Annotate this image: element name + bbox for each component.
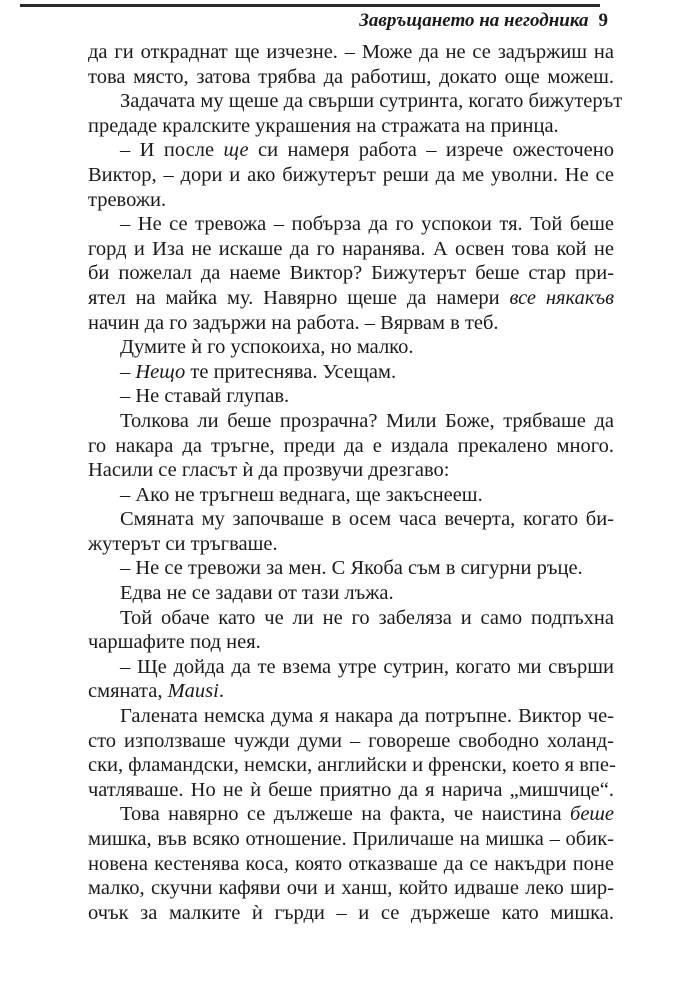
text-line xyxy=(88,581,614,606)
text-line xyxy=(88,163,614,188)
italic-text: Нещо xyxy=(135,360,186,383)
text-run: сто използваше чужди думи – говореше свободно холанд- xyxy=(88,729,614,752)
text-run: новена кестенява коса, която отказваше да се накъдри поне xyxy=(88,852,614,875)
text-line xyxy=(88,409,614,434)
text-run: Виктор, – дори и ако бижутерът реши да ме уволни. Не се xyxy=(88,163,614,186)
text-line xyxy=(88,507,614,532)
running-head xyxy=(359,10,608,32)
text-line xyxy=(88,335,614,360)
text-run: предаде кралските украшения на стражата на принца. xyxy=(88,114,559,137)
text-line xyxy=(88,261,614,286)
text-line xyxy=(88,65,614,90)
text-run: очък за малките ѝ гърди – и се държеше като мишка. xyxy=(88,901,614,924)
page-number: 9 xyxy=(598,10,608,31)
text-line xyxy=(88,753,614,778)
text-run: Това навярно се дължеше на факта, че наистина xyxy=(120,803,571,826)
text-line xyxy=(88,679,614,704)
text-line xyxy=(88,89,623,114)
text-line xyxy=(88,630,614,655)
text-run: – Ако не тръгнеш веднага, ще закъснееш. xyxy=(120,483,483,506)
text-line xyxy=(88,188,614,213)
text-line xyxy=(88,286,614,311)
text-run: си намеря работа – изрече ожесточено xyxy=(248,139,615,162)
text-run: би пожелал да наеме Виктор? Бижутерът беше стар при- xyxy=(88,262,614,285)
text-run: Думите ѝ го успокоиха, но малко. xyxy=(120,336,414,359)
italic-text: ще xyxy=(223,139,249,162)
text-run: – Не се тревожи за мен. С Якоба съм в сигурни ръце. xyxy=(120,557,583,580)
text-run: Толкова ли беше прозрачна? Мили Боже, трябваше да xyxy=(120,409,614,432)
text-run: – Не се тревожа – побърза да го успокои тя. Той беше xyxy=(120,213,614,236)
text-line xyxy=(88,852,614,877)
text-line xyxy=(88,827,614,852)
text-run: чатляваше. Но не ѝ беше приятно да я нарича „мишчице“. xyxy=(88,778,614,801)
header-rule xyxy=(20,4,600,7)
text-line xyxy=(88,704,614,729)
text-run: Смяната му започваше в осем часа вечерта, когато би- xyxy=(120,508,614,531)
text-run: . xyxy=(218,680,224,703)
text-run: – Ще дойда да те взема утре сутрин, когато ми свърши xyxy=(120,655,614,678)
italic-text: Mausi xyxy=(167,680,219,703)
text-line xyxy=(88,778,614,803)
italic-text: все някакъв xyxy=(509,286,615,309)
text-line xyxy=(88,532,614,557)
text-run: мишка, във всяко отношение. Приличаше на мишка – обик- xyxy=(88,828,614,850)
text-run: Той обаче като че ли не го забеляза и само подпъхна xyxy=(120,606,614,629)
text-line xyxy=(88,729,614,754)
text-line xyxy=(88,360,614,385)
text-line xyxy=(88,114,614,139)
text-line xyxy=(88,901,614,926)
text-run: ски, фламандски, немски, английски и френски, което я впе- xyxy=(88,754,616,777)
text-run: Едва не се задави от тази лъжа. xyxy=(120,582,394,605)
text-run: чаршафите под нея. xyxy=(88,631,261,654)
body-text xyxy=(88,40,623,925)
text-line xyxy=(88,40,614,65)
text-run: – Не ставай глупав. xyxy=(120,385,290,408)
text-run: Насили се гласът ѝ да прозвучи дрезгаво: xyxy=(88,459,450,482)
text-line xyxy=(88,655,614,680)
text-run: малко, скучни кафяви очи и ханш, който идваше леко шир- xyxy=(88,877,614,900)
text-run: начин да го задържи на работа. – Вярвам в теб. xyxy=(88,311,499,334)
text-line xyxy=(88,606,614,631)
running-title: Завръщането на негодника xyxy=(359,10,589,31)
text-line xyxy=(88,434,614,459)
text-run: те притеснява. Усещам. xyxy=(185,360,397,383)
text-run: това място, затова трябва да работиш, докато още можеш. xyxy=(88,65,614,88)
text-line xyxy=(88,212,614,237)
text-run: да ги откраднат ще изчезне. – Може да не се задържиш на xyxy=(88,41,614,63)
text-line xyxy=(88,483,614,508)
text-run: Галената немска дума я накара да потръпне. Виктор че- xyxy=(120,705,614,728)
text-line xyxy=(88,556,614,581)
text-run: горд и Иза не искаше да го наранява. А освен това кой не xyxy=(88,237,614,260)
text-run: ятел на майка му. Навярно щеше да намери xyxy=(88,286,510,309)
text-run: – И после xyxy=(120,139,224,162)
text-line xyxy=(88,458,614,483)
italic-text: беше xyxy=(570,803,614,826)
text-line xyxy=(88,311,614,336)
text-line xyxy=(88,237,614,262)
text-line xyxy=(88,138,614,163)
text-run: смяната, xyxy=(88,680,168,703)
text-line xyxy=(88,876,614,901)
text-run: го накара да тръгне, преди да е издала прекалено много. xyxy=(88,434,614,457)
text-run: – xyxy=(120,360,136,383)
text-run: жутерът си тръгваше. xyxy=(88,532,278,555)
text-line xyxy=(88,384,614,409)
text-run: тревожи. xyxy=(88,188,167,211)
text-run: Задачата му щеше да свърши сутринта, когато бижутерът xyxy=(120,90,623,113)
text-line xyxy=(88,802,614,827)
